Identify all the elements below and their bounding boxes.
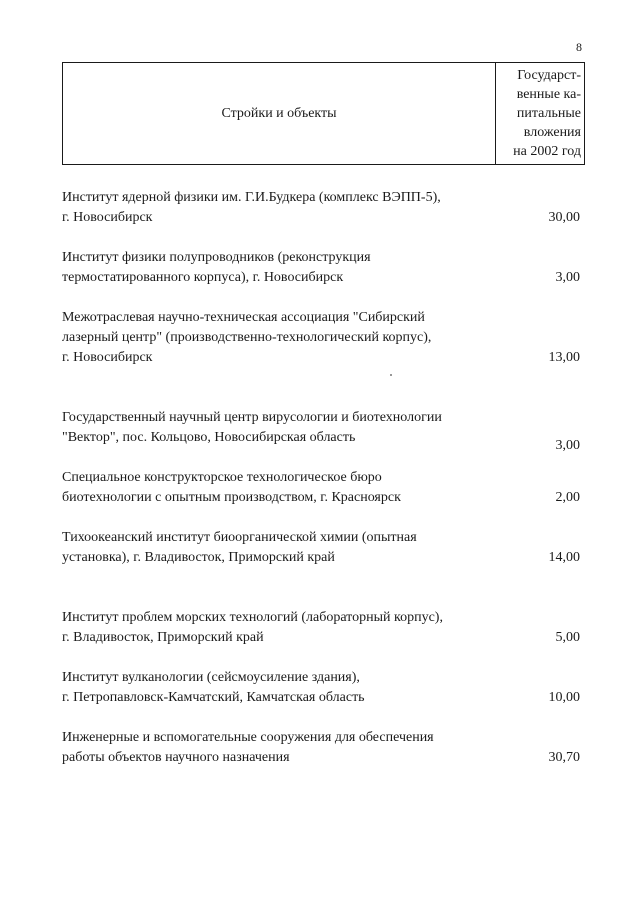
list-item — [62, 188, 582, 228]
object-name: Институт ядерной физики им. Г.И.Будкера (комплекс ВЭПП-5), г. Новосибирск — [62, 190, 441, 225]
object-name: Тихоокеанский институт биоорганической химии (опытная установка), г. Владивосток, Приморский край — [62, 530, 417, 565]
object-name: Институт проблем морских технологий (лабораторный корпус), г. Владивосток, Приморский край — [62, 610, 443, 645]
object-name: Специальное конструкторское технологическое бюро биотехнологии с опытным производством, г. Красноярск — [62, 470, 401, 505]
investment-value: 30,70 — [548, 750, 580, 765]
investment-value: 3,00 — [555, 438, 580, 453]
object-name: Государственный научный центр вирусологии и биотехнологии "Вектор", пос. Кольцово, Новосибирская область — [62, 410, 442, 445]
investment-value: 10,00 — [548, 690, 580, 705]
list-item — [62, 668, 582, 708]
investment-value: 3,00 — [555, 270, 580, 285]
objects-column-header: Стройки и объекты — [63, 63, 496, 165]
investment-value: 5,00 — [555, 630, 580, 645]
list-item — [62, 308, 582, 368]
investment-header-line: на 2002 год — [513, 144, 581, 159]
list-item — [62, 408, 582, 453]
object-name: Межотраслевая научно-техническая ассоциация "Сибирский лазерный центр" (производственно-технологический корпус), г. Новосибирск — [62, 310, 432, 365]
list-item — [62, 248, 582, 288]
investment-value: 30,00 — [548, 210, 580, 225]
investment-header-line: вложения — [523, 125, 581, 140]
investment-header-line: венные ка- — [516, 87, 581, 102]
list-item — [62, 608, 582, 648]
list-item — [62, 728, 582, 768]
investment-value: 14,00 — [548, 550, 580, 565]
object-name: Инженерные и вспомогательные сооружения для обеспечения работы объектов научного назначения — [62, 730, 434, 765]
investment-column-header — [496, 63, 585, 165]
investment-header-line: Государст- — [517, 68, 581, 83]
investment-value: 13,00 — [548, 350, 580, 365]
object-name: Институт вулканологии (сейсмоусиление здания), г. Петропавловск-Камчатский, Камчатская область — [62, 670, 365, 705]
list-item — [62, 468, 582, 508]
object-name: Институт физики полупроводников (реконструкция термостатированного корпуса), г. Новосибирск — [62, 250, 371, 285]
investment-value: 2,00 — [555, 490, 580, 505]
table-header — [62, 62, 585, 165]
page-number: 8 — [576, 40, 582, 54]
investment-header-line: питальные — [516, 106, 581, 121]
scan-speck — [390, 374, 392, 376]
list-item — [62, 528, 582, 568]
